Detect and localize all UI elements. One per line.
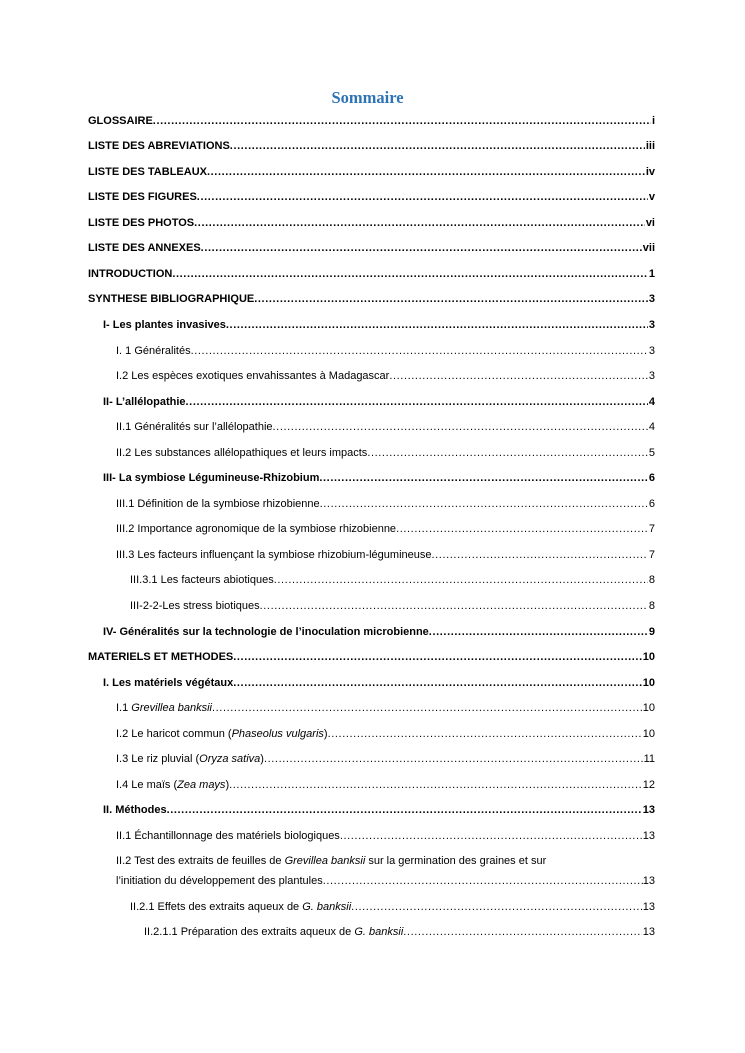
toc-entry[interactable]: LISTE DES TABLEAUX ..... iv [88, 165, 655, 179]
page-number: 7 [648, 549, 655, 561]
toc-entry[interactable]: III-2-2-Les stress biotiques ..... 8 [130, 599, 655, 613]
toc-entry[interactable]: I.2 Le haricot commun (Phaseolus vulgaris) ..... 10 [116, 727, 655, 741]
toc-entry[interactable]: II- L’allélopathie ..... 4 [103, 395, 655, 409]
toc-entry[interactable]: III.1 Définition de la symbiose rhizobienne ..... 6 [116, 497, 655, 511]
page-number: 8 [648, 600, 655, 612]
page-number: 13 [642, 926, 655, 938]
toc-entry[interactable]: I.1 Grevillea banksii ..... 10 [116, 701, 655, 715]
toc-entry[interactable]: III- La symbiose Légumineuse-Rhizobium ..... 6 [103, 471, 655, 485]
page-number: 11 [643, 753, 655, 765]
page-number: 1 [648, 268, 655, 280]
page-number: 10 [642, 702, 655, 714]
toc-entry[interactable]: IV- Généralités sur la technologie de l’inoculation microbienne ..... 9 [103, 625, 655, 639]
toc-entry[interactable]: II.2 Les substances allélopathiques et leurs impacts ..... 5 [116, 446, 655, 460]
toc-entry[interactable]: III.3.1 Les facteurs abiotiques ..... 8 [130, 573, 655, 587]
page-number: 10 [642, 651, 655, 663]
toc-entry[interactable]: I.2 Les espèces exotiques envahissantes à Madagascar ..... 3 [116, 369, 655, 383]
page-number: 13 [642, 830, 655, 842]
page-number: 5 [648, 447, 655, 459]
toc-entry[interactable]: LISTE DES PHOTOS ..... vi [88, 216, 655, 230]
page-number: 6 [648, 472, 655, 484]
toc-entry[interactable]: II.2.1.1 Préparation des extraits aqueux de G. banksii ..... 13 [144, 925, 655, 939]
toc-entry[interactable]: GLOSSAIRE ..... i [88, 114, 655, 128]
page-number: 3 [648, 293, 655, 305]
toc-entry[interactable]: II. Méthodes ..... 13 [103, 803, 655, 817]
toc-entry[interactable]: II.1 Généralités sur l’allélopathie ..... 4 [116, 420, 655, 434]
toc-entry[interactable]: II.2 Test des extraits de feuilles de Grevillea banksii sur la germination des graines et sur l’initiation du développement des plantules ..... 13 [116, 854, 655, 888]
page-number: 13 [642, 901, 655, 913]
page-number: vi [645, 217, 655, 229]
toc-entry[interactable]: I- Les plantes invasives ..... 3 [103, 318, 655, 332]
page-number: 6 [648, 498, 655, 510]
page-number: v [648, 191, 655, 203]
page-number: 4 [648, 421, 655, 433]
toc-entry[interactable]: I.3 Le riz pluvial (Oryza sativa) ..... 11 [116, 752, 655, 766]
toc-entry[interactable]: SYNTHESE BIBLIOGRAPHIQUE ..... 3 [88, 292, 655, 306]
page-number: 3 [648, 319, 655, 331]
toc-entry[interactable]: LISTE DES FIGURES ..... v [88, 190, 655, 204]
page-number: 4 [648, 396, 655, 408]
page-number: 9 [648, 626, 655, 638]
toc-entry[interactable]: INTRODUCTION ..... 1 [88, 267, 655, 281]
page-number: 3 [648, 345, 655, 357]
page-number: iii [645, 140, 655, 152]
page-number: vii [642, 242, 655, 254]
toc-entry[interactable]: II.2.1 Effets des extraits aqueux de G. banksii ..... 13 [130, 900, 655, 914]
page-title: Sommaire [331, 88, 404, 107]
page-number: 13 [642, 875, 655, 887]
toc-entry[interactable]: MATERIELS ET METHODES ..... 10 [88, 650, 655, 664]
page-number: 3 [648, 370, 655, 382]
page-number: 8 [648, 574, 655, 586]
page-number: iv [645, 166, 655, 178]
toc-entry[interactable]: I. 1 Généralités ..... 3 [116, 344, 655, 358]
toc-entry[interactable]: III.2 Importance agronomique de la symbiose rhizobienne ..... 7 [116, 522, 655, 536]
toc-entry[interactable]: I. Les matériels végétaux ..... 10 [103, 676, 655, 690]
toc-entry[interactable]: III.3 Les facteurs influençant la symbiose rhizobium-légumineuse ..... 7 [116, 548, 655, 562]
toc-entry[interactable]: II.1 Échantillonnage des matériels biologiques ..... 13 [116, 829, 655, 843]
toc-entry[interactable]: LISTE DES ABREVIATIONS ..... iii [88, 139, 655, 153]
page-number: 10 [642, 728, 655, 740]
toc-entry[interactable]: LISTE DES ANNEXES ..... vii [88, 241, 655, 255]
page-number: 10 [642, 677, 655, 689]
page-number: 12 [642, 779, 655, 791]
page-number: i [651, 115, 655, 127]
page-number: 13 [642, 804, 655, 816]
page-number: 7 [648, 523, 655, 535]
toc-entry[interactable]: I.4 Le maïs (Zea mays) ..... 12 [116, 778, 655, 792]
